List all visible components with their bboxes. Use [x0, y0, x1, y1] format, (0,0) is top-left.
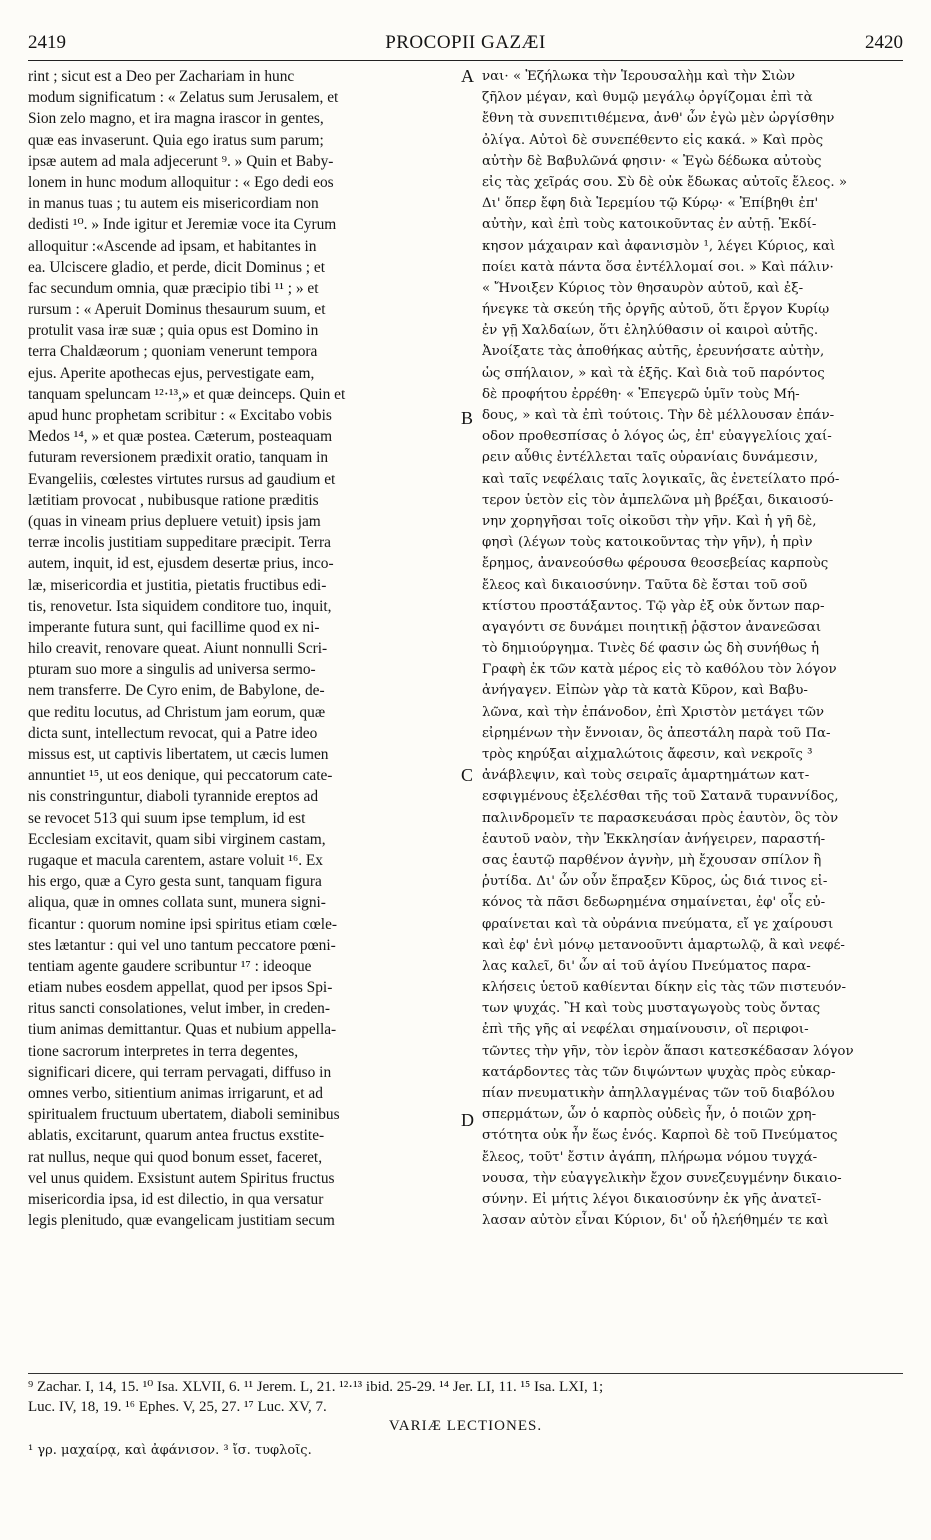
greek-text-line: αγαγόντι σε δυνάμει ποιητικῇ ῥᾷστον ἀνανεῶσαι	[482, 619, 822, 635]
latin-text-line: terra Chaldæorum ; quoniam venerunt tempora	[28, 343, 318, 361]
latin-text-line: aliqua, quæ in omnes collata sunt, munera signi-	[28, 894, 326, 912]
greek-text-line: οδον προθεσπίσας ὁ λόγος ὡς, ἐπ' εὐαγγελίοις χαί-	[482, 429, 832, 445]
latin-text-line: alloquitur :«Ascende ad ipsam, et habitantes in	[28, 237, 317, 255]
latin-text-line: ficantur : quorum nomine ipsi spiritus etiam cœle-	[28, 915, 338, 933]
latin-text-line: legis plenitudo, quæ evangelicam justitiam secum	[28, 1212, 335, 1230]
greek-text-line: δους, » καὶ τὰ ἐπὶ τούτοις. Τὴν δὲ μέλλουσαν ἐπάν-	[482, 408, 835, 423]
latin-text-line: spiritualem fructuum ubertatem, diaboli seminibus	[28, 1106, 340, 1124]
latin-text-line: ea. Ulciscere gladio, et perde, dicit Dominus ; et	[28, 258, 326, 276]
greek-text-line: των ψυχάς. Ἢ καὶ τοὺς μυσταγωγοὺς τοὺς ὄντας	[482, 1001, 821, 1017]
latin-text-line: stes lætantur : qui vel uno tantum peccatore pœni-	[28, 936, 336, 954]
greek-text-line: ἑαυτοῦ ναὸν, τὴν Ἐκκλησίαν ἀνήγειρεν, παραστή-	[482, 831, 826, 847]
greek-text-line: ζῆλον μέγαν, καὶ θυμῷ μεγάλῳ ὀργίζομαι ἐπὶ τὰ	[482, 90, 813, 106]
latin-text-line: futuram reversionem prædixit oratio, tanquam in	[28, 449, 329, 467]
latin-text-line: etiam nubes eosdem appellat, quod per ipsos Spi-	[28, 979, 333, 997]
latin-text-line: hilo creavit, renovare queat. Aiunt nonnulli Scri-	[28, 640, 328, 658]
latin-text-line: modum significatum : « Zelatus sum Jerusalem, et	[28, 89, 339, 107]
greek-text-line: τρὸς κηρύξαι αἰχμαλώτοις ἄφεσιν, καὶ νεκροῖς ³	[482, 747, 813, 762]
latin-text-line: ejus. Aperite apothecas ejus, pervestigate eam,	[28, 364, 315, 382]
margin-letter-b: B	[461, 408, 474, 428]
greek-text-line: καὶ ἐφ' ἑνὶ μόνῳ μετανοοῦντι ἁμαρτωλῷ, ἃ καὶ νεφέ-	[482, 937, 845, 953]
greek-text-line: εἰς τὰς χεῖράς σου. Σὺ δὲ οὐκ ἔδωκας αὐτοῖς ἔλεος. »	[482, 174, 848, 190]
latin-text-line: læ, misericordia et justitia, pietatis fructibus edi-	[28, 576, 327, 594]
greek-text-line: καὶ ταῖς νεφέλαις ταῖς λογικαῖς, ἃς ἐνετείλατο πρό-	[482, 471, 840, 487]
greek-text-line: ἔρημος, ἀνανεούσθω φέρουσα θεοσεβείας καρποὺς	[482, 556, 829, 572]
greek-text-line: ὀλίγα. Αὐτοὶ δὲ συνεπέθεντο εἰς κακά. » Καὶ πρὸς	[482, 132, 824, 148]
margin-letter-a: A	[461, 66, 474, 86]
latin-text-line: vel unus quidem. Exsistunt autem Spiritus fructus	[28, 1169, 335, 1187]
page-header	[28, 30, 903, 61]
latin-text-line: in manus tuas ; tu autem eis misericordiam non	[28, 195, 319, 213]
greek-text-line: νουσα, τὴν εὐαγγελικὴν ἔχον συνεζευγμένην δικαιο-	[482, 1170, 842, 1186]
latin-text-line: dedisti ¹⁰. » Inde igitur et Jeremiæ voce ita Cyrum	[28, 216, 337, 234]
greek-text-line: « Ἤνοιξεν Κύριος τὸν θησαυρὸν αὐτοῦ, καὶ ἐξ-	[482, 280, 804, 296]
greek-text-line: εσφιγμένους ἐξελέσθαι τῆς τοῦ Σατανᾶ τυραννίδος,	[482, 789, 839, 805]
latin-text-line: autem, inquit, id est, ejusdem desertæ prius, inco-	[28, 555, 334, 573]
greek-text-line: εἰρημένων τὴν ἔννοιαν, ὃς ἀπεστάλη παρὰ τοῦ Πα-	[482, 725, 831, 741]
latin-text-line: nis constringuntur, diaboli tyrannide ereptos ad	[28, 788, 319, 806]
greek-text-line: ἐν γῇ Χαλδαίων, ὅτι ἐληλύθασιν οἱ καιροὶ αὐτῆς.	[482, 323, 819, 339]
greek-text-line: Γραφὴ ἐκ τῶν κατὰ μέρος εἰς τὸ καθόλου τὸν λόγον	[482, 662, 837, 678]
greek-text-line: σύνην. Εἰ μήτις λέγοι δικαιοσύνην ἐκ γῆς ἀνατεῖ-	[482, 1191, 822, 1207]
latin-text-line: ritus sancti consolationes, velut imber, in creden-	[28, 1000, 330, 1018]
greek-text-line: κλήσεις ὑετοῦ καθίενται δίκην εἰς τὰς τῶν πιστευόν-	[482, 980, 847, 996]
latin-text-line: rint ; sicut est a Deo per Zachariam in hunc	[28, 68, 295, 85]
greek-text-line: ἀνήγαγεν. Εἰπὼν γὰρ τὰ κατὰ Κῦρον, καὶ Βαβυ-	[482, 683, 808, 699]
latin-text-line: nem transferre. De Cyro enim, de Babylone, de-	[28, 682, 325, 700]
footnote-line-2: Luc. IV, 18, 19. ¹⁶ Ephes. V, 25, 27. ¹⁷ Luc. XV, 7.	[28, 1399, 327, 1415]
latin-text-line: tione sacrorum interpretes in terra degentes,	[28, 1042, 299, 1060]
latin-column	[28, 66, 458, 1231]
latin-text-line: omnes verbo, sitientium animas irrigarunt, et ad	[28, 1085, 323, 1102]
latin-text-line: (quas in vineam prius depluere vetuit) ipsis jam	[28, 512, 321, 530]
latin-text-line: tium animas demittantur. Quas et nubium appella-	[28, 1021, 337, 1039]
greek-text-line: ὡς σπήλαιον, » καὶ τὰ ἑξῆς. Καὶ διὰ τοῦ παρόντος	[482, 365, 825, 381]
greek-text-line: τῶντες τὴν γῆν, τὸν ἱερὸν ἅπασι κατεσκέδασαν λόγον	[482, 1043, 854, 1059]
latin-text-line: lonem in hunc modum alloquitur : « Ego dedi eos	[28, 173, 334, 191]
greek-text-line: κησον μάχαιραν καὶ ἀφανισμὸν ¹, λέγει Κύριος, καὶ	[482, 238, 836, 254]
latin-text-line: tis, renovetur. Ista siquidem conditore tuo, inquit,	[28, 597, 332, 615]
latin-text-line: Medos ¹⁴, » et quæ postea. Cæterum, posteaquam	[28, 428, 333, 446]
greek-column	[482, 66, 904, 1231]
greek-text-line: αὐτὴν, καὶ ἐπὶ τοὺς κατοικοῦντας ἐν αὐτῇ. Ἐκδί-	[482, 217, 817, 233]
latin-text-line: apud hunc prophetam scribitur : « Excitabo vobis	[28, 407, 332, 424]
page-number-right: 2420	[865, 32, 903, 53]
running-title: PROCOPII GAZÆI	[385, 32, 546, 53]
latin-text-line: Evangeliis, cœlestes virtutes rursus ad gaudium et	[28, 470, 336, 488]
greek-text-line: λῶνα, καὶ τὴν ἐπάνοδον, ἐπὶ Χριστὸν μετάγει τῶν	[482, 704, 825, 720]
greek-text-line: ἀνάβλεψιν, καὶ τοὺς σειραῖς ἁμαρτημάτων κατ-	[482, 768, 810, 784]
greek-text-line: πίαν πνευματικὴν ἀπηλλαγμένας τῶν τοῦ διαβόλου	[482, 1086, 835, 1101]
latin-text-line: tentiam agente gaudere scribuntur ¹⁷ : ideoque	[28, 957, 312, 975]
greek-text-line: ῥυτίδα. Δι' ὧν οὖν ἔπραξεν Κῦρος, ὡς διά τινος εἰ-	[482, 874, 828, 890]
greek-text-line: αὐτὴν δὲ Βαβυλῶνά φησιν· « Ἐγὼ δέδωκα αὐτοὺς	[482, 153, 822, 169]
greek-text-line: ἐπὶ τῆς γῆς αἱ νεφέλαι σημαίνουσιν, οἳ περιφοι-	[482, 1022, 809, 1038]
latin-text-line: his ergo, quæ a Cyro gesta sunt, tanquam figura	[28, 873, 322, 891]
variae-lectiones-title: VARIÆ LECTIONES.	[388, 1418, 543, 1434]
latin-text-line: rursum : « Aperuit Dominus thesaurum suum, et	[28, 301, 326, 319]
footnote-rule	[28, 1373, 903, 1374]
latin-text-line: dicta sunt, intellectum revocat, qui a Patre ideo	[28, 724, 318, 742]
latin-text-line: tanquam speluncam ¹²·¹³,» et quæ deinceps. Quin et	[28, 385, 346, 403]
greek-text-line: σας ἑαυτῷ παρθένον ἁγνὴν, μὴ ἔχουσαν σπίλον ἢ	[482, 852, 822, 868]
variae-lectiones-note: ¹ γρ. μαχαίρᾳ, καὶ ἀφάνισον. ³ ἴσ. τυφλοῖς.	[28, 1443, 312, 1458]
latin-text-line: imperante futura sunt, qui facillime quod ex ni-	[28, 618, 320, 636]
latin-text-line: pturam suo more a singulis ad universa sermo-	[28, 661, 316, 679]
margin-letter-c: C	[461, 765, 474, 785]
greek-text-line: ἔθνη τὰ συνεπιτιθέμενα, ἀνθ' ὧν ἐγὼ μὲν ὠργίσθην	[482, 111, 835, 127]
greek-text-line: σπερμάτων, ὧν ὁ καρπὸς οὐδεὶς ἦν, ὁ ποιῶν χρη-	[482, 1107, 817, 1123]
latin-text-line: significari dicere, qui terram pervagati, diffuso in	[28, 1063, 332, 1081]
greek-text-line: Ἀνοίξατε τὰς ἀποθήκας αὐτῆς, ἐρευνήσατε αὐτὴν,	[482, 344, 825, 360]
margin-letter-d: D	[461, 1110, 474, 1130]
latin-text-line: Ecclesiam excitavit, quam sibi virginem castam,	[28, 830, 326, 848]
greek-text-line: ρειν αὖθις ἐντέλλεται ταῖς οὐρανίαις δυνάμεσιν,	[482, 450, 819, 466]
latin-text-line: protulit vasa iræ suæ ; quia opus est Domino in	[28, 322, 319, 340]
latin-text-line: annuntiet ¹⁵, ut eos denique, qui peccatorum cate-	[28, 767, 333, 785]
greek-text-line: λασαν αὐτὸν εἶναι Κύριον, δι' οὗ ἠλεήθημέν τε καὶ	[482, 1213, 829, 1229]
latin-text-line: quæ eas invaserunt. Quia ego iratus sum parum;	[28, 131, 324, 149]
latin-text-line: rat nullus, neque qui quod bonum esset, faceret,	[28, 1148, 323, 1166]
greek-text-line: τερον ὑετὸν εἰς τὸν ἀμπελῶνα μὴ βρέξαι, δικαιοσύ-	[482, 492, 834, 508]
greek-text-line: τὸ δημιούργημα. Τινὲς δέ φασιν ὡς δὴ συνήθως ἡ	[482, 641, 820, 657]
latin-text-line: lætitiam provocat , nubibusque ratione præditis	[28, 491, 319, 509]
greek-text-line: νην χορηγῆσαι τοῖς οἰκοῦσι τὴν γῆν. Καὶ ἡ γῆ δὲ,	[482, 513, 817, 529]
greek-text-line: στότητα οὐκ ἦν ἕως ἑνός. Καρποὶ δὲ τοῦ Πνεύματος	[482, 1128, 838, 1144]
latin-text-line: missus est, ut captivis libertatem, ut cæcis lumen	[28, 746, 329, 763]
greek-text-line: κτίστου προστάξαντος. Τῷ γὰρ ἐξ οὐκ ὄντων παρ-	[482, 598, 825, 614]
greek-text-line: φησὶ (λέγων τοὺς κατοικοῦντας τὴν γῆν), ἡ πρὶν	[482, 535, 813, 551]
page-number-left: 2419	[28, 32, 66, 53]
greek-text-line: ήνεγκε τὰ σκεύη τῆς ὀργῆς αὐτοῦ, ὅτι ἔργον Κυρίῳ	[482, 302, 830, 318]
latin-text-line: ablatis, excitarunt, quarum antea fructus exstite-	[28, 1127, 325, 1145]
greek-text-line: ποίει κατὰ πάντα ὅσα ἐντέλλομαί σοι. » Καὶ πάλιν·	[482, 259, 834, 275]
greek-text-line: Δι' ὅπερ ἔφη διὰ Ἱερεμίου τῷ Κύρῳ· « Ἐπίβηθι ἐπ'	[482, 196, 819, 212]
greek-text-line: κόνος τὰ πᾶσι δεδωρημένα σημαίνεται, ἐφ' οἷς εὐ-	[482, 895, 826, 911]
greek-text-line: κατάρδοντες τὰς τῶν διψώντων ψυχὰς πρὸς εὐκαρ-	[482, 1064, 836, 1080]
latin-text-line: terræ incolis justitiam suppeditare præcipit. Terra	[28, 534, 331, 552]
latin-text-line: Sion zelo magno, et ira magna irascor in gentes,	[28, 110, 324, 128]
latin-text-line: se revocet 513 qui suum ipse templum, id est	[28, 809, 306, 827]
latin-text-line: ipsæ autem ad mala adjecerunt ⁹. » Quin et Baby-	[28, 152, 334, 170]
latin-text-line: misericordia ipsa, id est dilectio, in qua versatur	[28, 1190, 324, 1208]
latin-text-line: que reditu locutus, ad Christum jam eorum, quæ	[28, 703, 326, 721]
greek-text-line: ἔλεος καὶ δικαιοσύνην. Ταῦτα δὲ ἔσται τοῦ σοῦ	[482, 577, 808, 593]
footnote-line-1: ⁹ Zachar. I, 14, 15. ¹⁰ Isa. XLVII, 6. ¹¹ Jerem. L, 21. ¹²·¹³ ibid. 25-29. ¹⁴ Jer. LI, 11. ¹⁵ Isa. LXI, 1;	[28, 1379, 604, 1395]
greek-text-line: ναι· « Ἐζήλωκα τὴν Ἱερουσαλὴμ καὶ τὴν Σιὼν	[482, 69, 796, 84]
latin-text-line: rugaque et macula carentem, astare voluit ¹⁶. Ex	[28, 851, 324, 869]
greek-text-line: φραίνεται καὶ τὰ οὐράνια πνεύματα, εἴ γε χαίρουσι	[482, 916, 834, 932]
greek-text-line: ἔλεος, τοῦτ' ἔστιν ἀγάπη, πλήρωμα νόμου τυγχά-	[482, 1149, 818, 1165]
latin-text-line: fac secundum omnia, quæ præcipio tibi ¹¹ ; » et	[28, 279, 319, 297]
greek-text-line: λας καλεῖ, δι' ὧν αἱ τοῦ ἁγίου Πνεύματος παρα-	[482, 958, 811, 974]
greek-text-line: δὲ προφήτου ἐρρέθη· « Ἐπεγερῶ ὑμῖν τοὺς Μή-	[482, 386, 800, 402]
greek-text-line: παλινδρομεῖν τε παρασκευάσαι πρὸς ἑαυτὸν, ὃς τὸν	[482, 810, 839, 826]
